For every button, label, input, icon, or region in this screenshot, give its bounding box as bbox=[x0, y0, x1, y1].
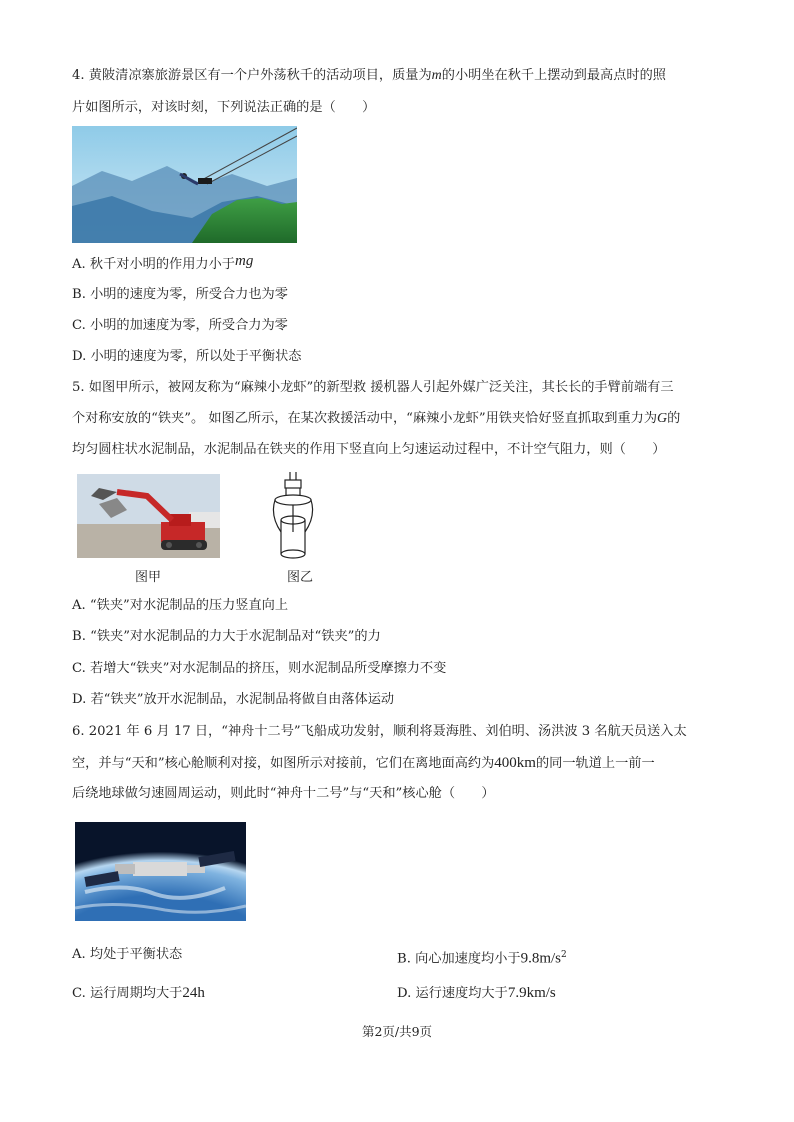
q5-stem-text-b: 的 bbox=[667, 411, 681, 426]
q4-stem-text-b: 的小明坐在秋千上摆动到最高点时的照 bbox=[441, 68, 666, 83]
q4-stem-line2: 片如图所示，对该时刻，下列说法正确的是（ ） bbox=[72, 100, 376, 115]
q4-option-b: B. 小明的速度为零，所受合力也为零 bbox=[72, 287, 288, 302]
q6-option-a: A. 均处于平衡状态 bbox=[72, 947, 183, 962]
q6-option-d bbox=[397, 983, 556, 1004]
q6-option-d-value: 7.9km/s bbox=[507, 985, 556, 1001]
page-footer: 第2页/共9页 bbox=[361, 1024, 433, 1039]
rescue-robot-photo bbox=[77, 474, 220, 558]
q6-option-c-value: 24h bbox=[182, 985, 205, 1001]
q6-option-c bbox=[72, 983, 205, 1004]
q6-stem-line2 bbox=[72, 753, 655, 774]
q5-var-g: G bbox=[657, 411, 668, 426]
q6-option-d-text: D. 运行速度均大于 bbox=[397, 986, 508, 1001]
q6-option-b-text: B. 向心加速度均小于 bbox=[397, 951, 521, 967]
q6-option-b bbox=[397, 945, 567, 969]
q4-option-d: D. 小明的速度为零，所以处于平衡状态 bbox=[72, 349, 302, 364]
q5-stem-line2 bbox=[72, 409, 680, 429]
q6-option-b-value: 9.8m/s bbox=[520, 950, 562, 967]
q5-option-a: A. “铁夹”对水泥制品的压力竖直向上 bbox=[72, 598, 289, 613]
q5-stem-line3: 均匀圆柱状水泥制品，水泥制品在铁夹的作用下竖直向上匀速运动过程中，不计空气阻力，则（ ） bbox=[72, 442, 666, 457]
q5-option-d: D. 若“铁夹”放开水泥制品，水泥制品将做自由落体运动 bbox=[72, 692, 395, 707]
spacecraft-photo bbox=[75, 822, 246, 921]
q6-stem-text-a: 空，并与“天和”核心舱顺利对接，如图所示对接前，它们在离地面高约为 bbox=[72, 756, 495, 771]
q6-stem-line1: 6. 2021 年 6 月 17 日，“神舟十二号”飞船成功发射，顺利将聂海胜、刘伯明、汤洪波 3 名航天员送入太 bbox=[72, 724, 687, 739]
iron-clamp-diagram bbox=[264, 470, 324, 562]
swing-photo bbox=[72, 126, 297, 243]
q6-option-c-text: C. 运行周期均大于 bbox=[72, 986, 183, 1001]
q4-option-a bbox=[72, 254, 253, 275]
caption-figure-jia: 图甲 bbox=[135, 570, 162, 585]
q5-option-b: B. “铁夹”对水泥制品的力大于水泥制品对“铁夹”的力 bbox=[72, 629, 381, 644]
q4-option-a-text: A. 秋千对小明的作用力小于 bbox=[72, 257, 235, 272]
q4-var-m: m bbox=[431, 68, 442, 83]
q6-stem-text-b: 的同一轨道上一前一 bbox=[535, 756, 655, 771]
q4-stem-line1 bbox=[72, 66, 666, 86]
q4-option-a-mg: mg bbox=[234, 253, 254, 269]
q6-stem-line3: 后绕地球做匀速圆周运动，则此时“神舟十二号”与“天和”核心舱（ ） bbox=[72, 786, 495, 801]
q4-option-c: C. 小明的加速度为零，所受合力为零 bbox=[72, 318, 288, 333]
q6-option-b-exponent: 2 bbox=[561, 950, 567, 960]
caption-figure-yi: 图乙 bbox=[287, 570, 314, 585]
q4-stem-text-a: 4. 黄陂清凉寨旅游景区有一个户外荡秋千的活动项目，质量为 bbox=[72, 68, 432, 83]
q5-stem-text-a: 个对称安放的“铁夹”。 如图乙所示，在某次救援活动中，“麻辣小龙虾”用铁夹恰好竖直抓取到重力为 bbox=[72, 411, 658, 426]
q6-altitude: 400km bbox=[494, 755, 536, 771]
q5-stem-line1: 5. 如图甲所示，被网友称为“麻辣小龙虾”的新型救 援机器人引起外媒广泛关注，其长长的手臂前端有三 bbox=[72, 380, 674, 395]
q5-option-c: C. 若增大“铁夹”对水泥制品的挤压，则水泥制品所受摩擦力不变 bbox=[72, 661, 447, 676]
